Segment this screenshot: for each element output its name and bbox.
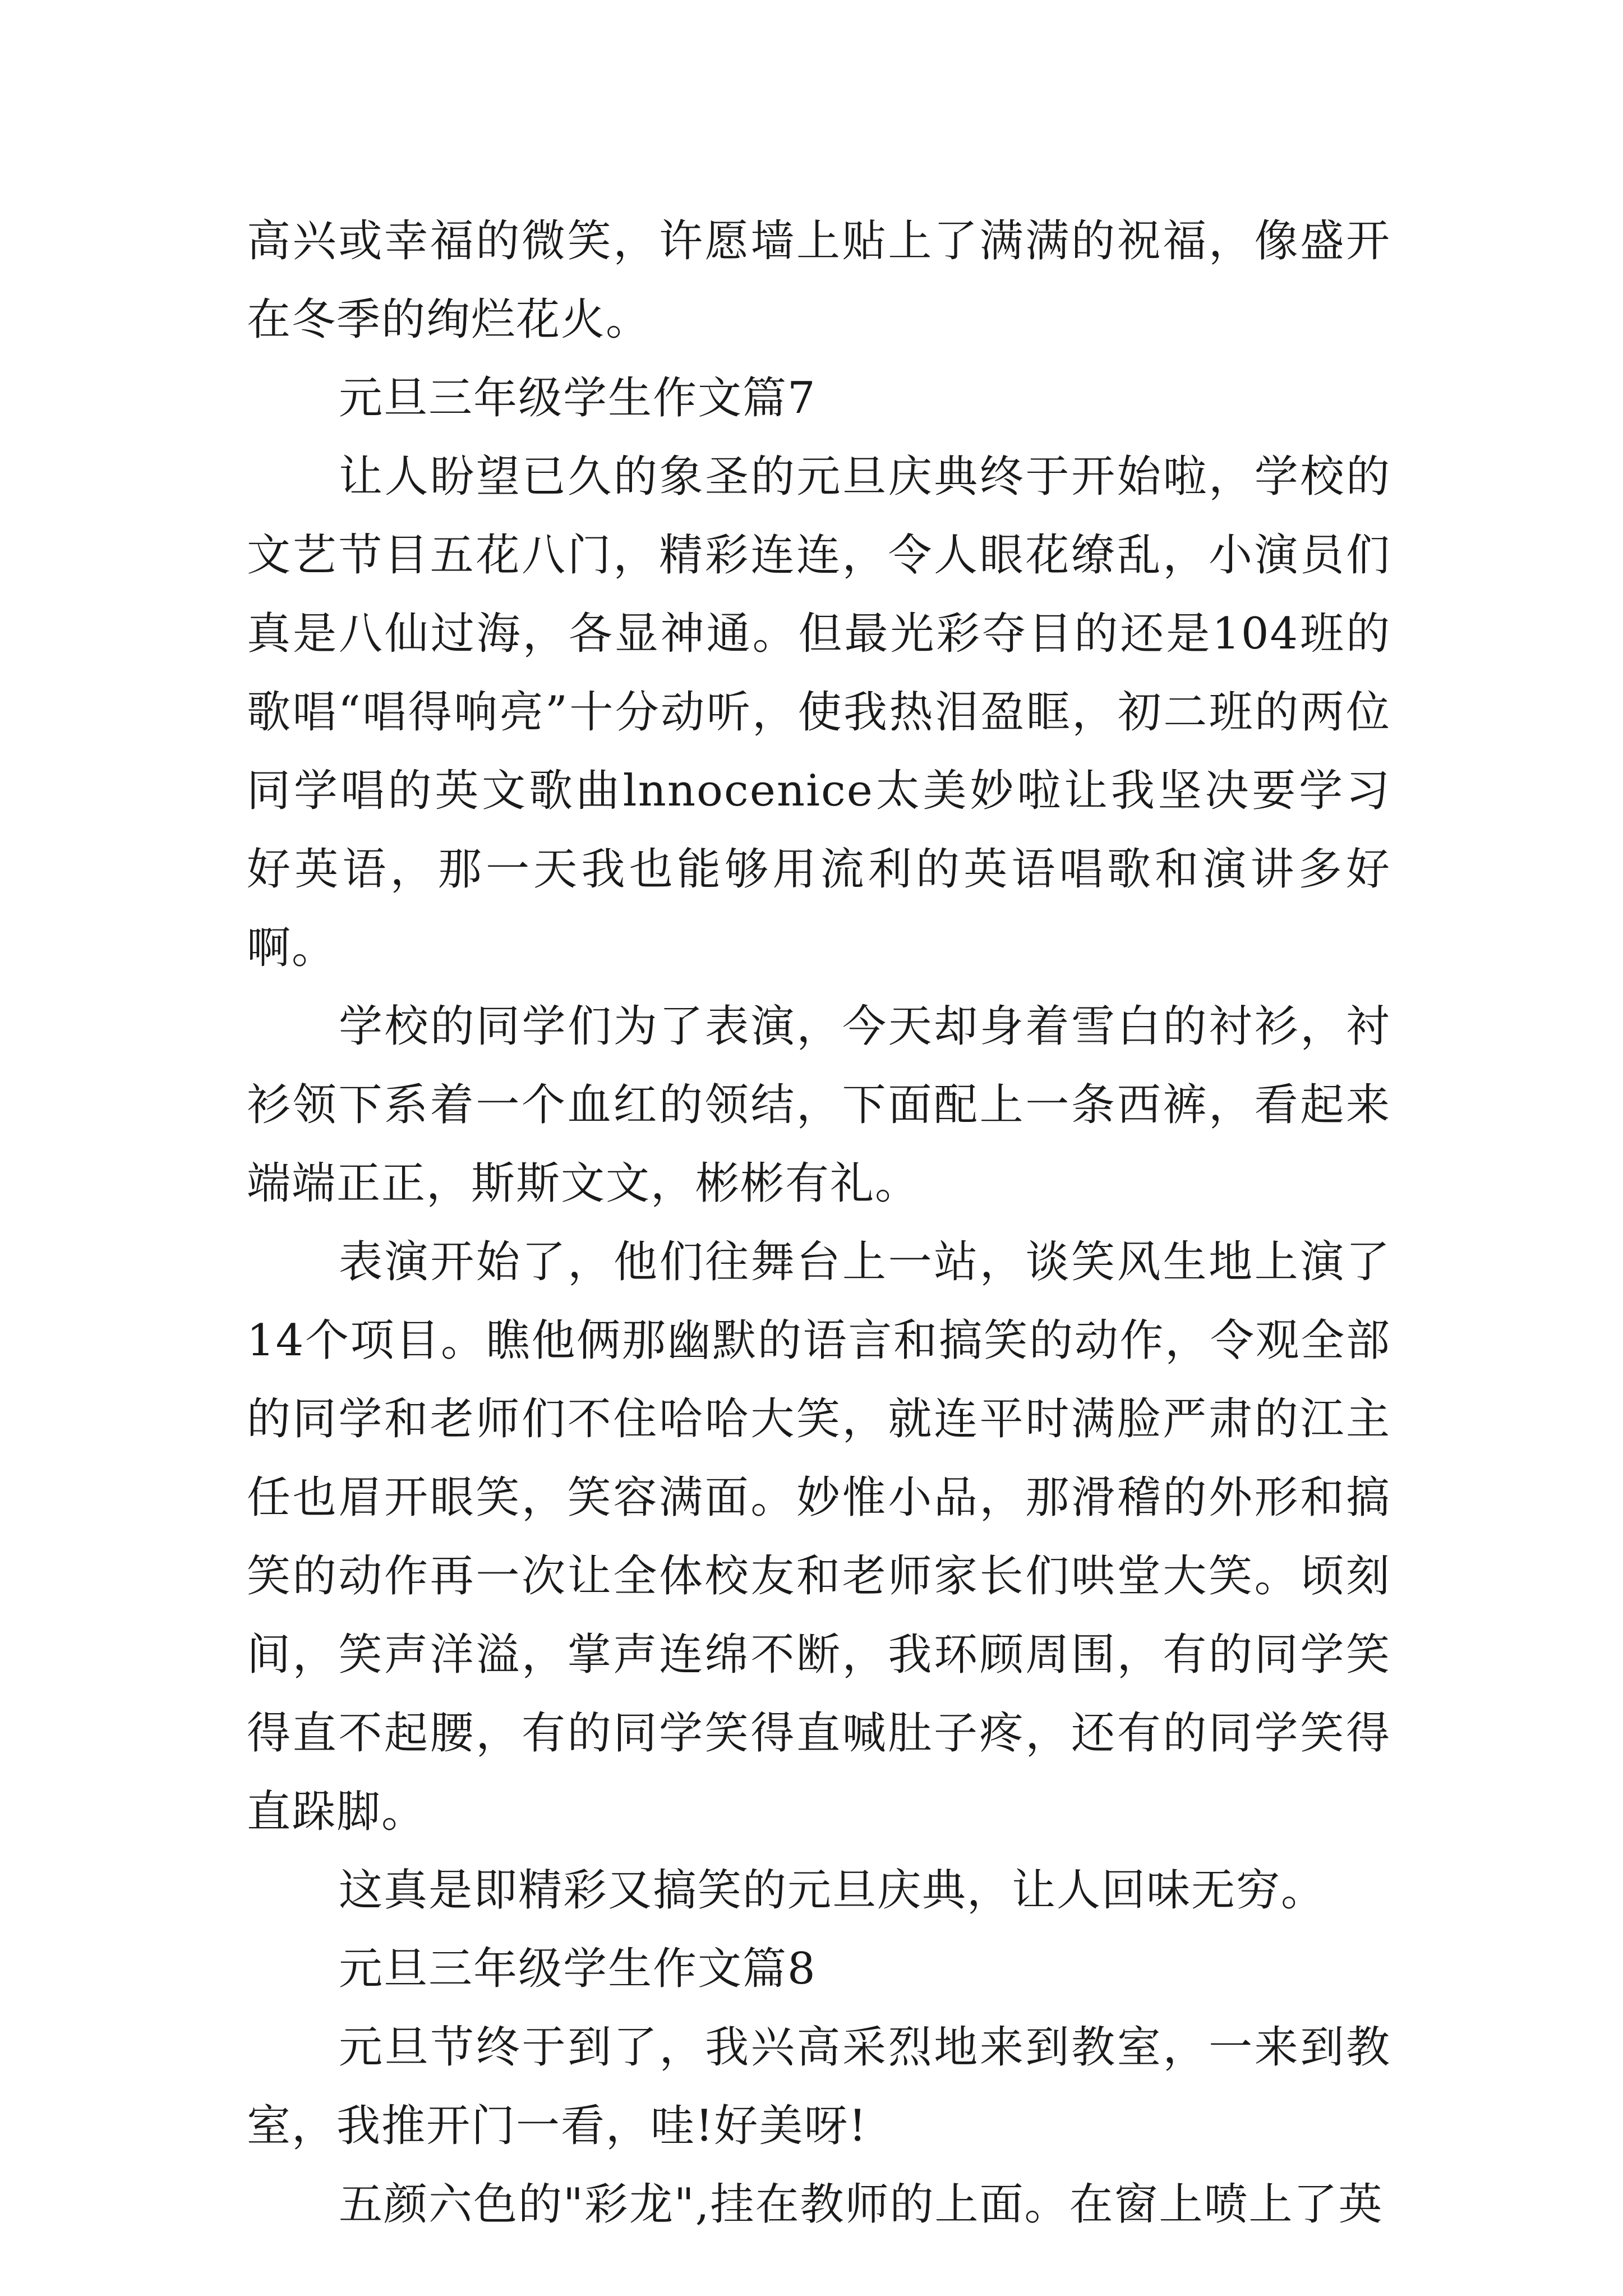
paragraph: 五颜六色的"彩龙",挂在教师的上面。在窗上喷上了英	[339, 2179, 1384, 2230]
paragraph: 让人盼望已久的象圣的元旦庆典终于开始啦，学校的文艺节目五花八门，精彩连连，令人眼花缭乱，小演员们真是八仙过海，各显神通。但最光彩夺目的还是104班的歌唱“唱得响亮”十分动听，使我热泪盈眶，初二班的两位同学唱的英文歌曲lnnocenice太美妙啦让我坚决要学习好英语，那一天我也能够用流利的英语唱歌和演讲多好啊。	[247, 452, 1391, 973]
paragraph: 表演开始了，他们往舞台上一站，谈笑风生地上演了14个项目。瞧他俩那幽默的语言和搞笑的动作，令观全部的同学和老师们不住哈哈大笑，就连平时满脸严肃的江主任也眉开眼笑，笑容满面。妙惟小品，那滑稽的外形和搞笑的动作再一次让全体校友和老师家长们哄堂大笑。顷刻间，笑声洋溢，掌声连绵不断，我环顾周围，有的同学笑得直不起腰，有的同学笑得直喊肚子疼，还有的同学笑得直跺脚。	[247, 1237, 1391, 1837]
paragraph: 学校的同学们为了表演，今天却身着雪白的衬衫，衬衫领下系着一个血红的领结，下面配上一条西裤，看起来端端正正，斯斯文文，彬彬有礼。	[247, 1001, 1391, 1209]
paragraph-continuation: 高兴或幸福的微笑，许愿墙上贴上了满满的祝福，像盛开在冬季的绚烂花火。	[247, 216, 1391, 345]
paragraph: 元旦节终于到了，我兴高采烈地来到教室，一来到教室，我推开门一看，哇!好美呀!	[247, 2022, 1391, 2151]
document-body	[247, 202, 1391, 2244]
paragraph: 这真是即精彩又搞笑的元旦庆典，让人回味无穷。	[339, 1865, 1326, 1916]
section-heading-8: 元旦三年级学生作文篇8	[339, 1944, 817, 1994]
section-heading-7: 元旦三年级学生作文篇7	[339, 373, 817, 424]
